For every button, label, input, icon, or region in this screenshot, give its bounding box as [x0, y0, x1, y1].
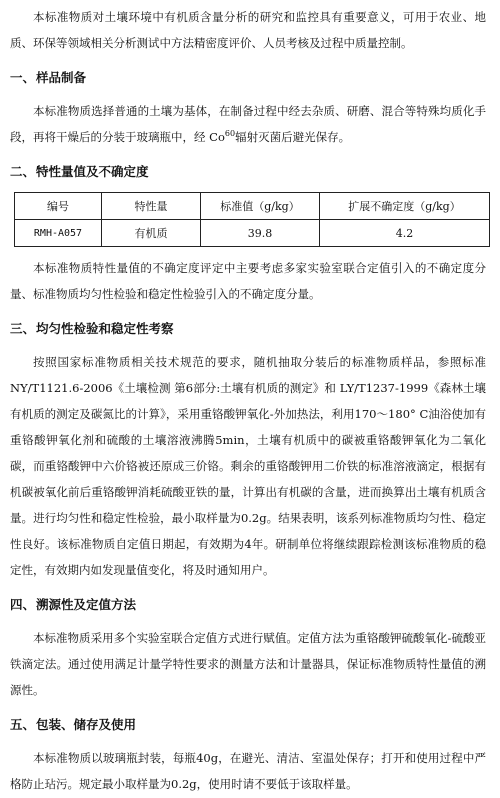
section-heading-homogeneity — [10, 319, 486, 339]
sample-prep-text-b: 辐射灭菌后避光保存。 — [235, 130, 351, 144]
header-expanded-uncertainty: 扩展不确定度（g/kg） — [320, 193, 490, 220]
section-heading-packaging — [10, 715, 486, 735]
section-heading-values — [10, 162, 486, 182]
header-property: 特性量 — [102, 193, 201, 220]
header-certified-value: 标准值（g/kg） — [201, 193, 320, 220]
section-number: 五、 — [10, 717, 36, 732]
table-header-row — [15, 193, 490, 220]
section-number: 二、 — [10, 164, 36, 179]
table-row — [15, 220, 490, 247]
cell-property: 有机质 — [102, 220, 201, 247]
isotope-superscript: 60 — [224, 129, 236, 138]
section-heading-sample-prep — [10, 68, 486, 88]
section-number: 三、 — [10, 321, 36, 336]
cell-expanded-uncertainty: 4.2 — [320, 220, 490, 247]
homogeneity-paragraph: 按照国家标准物质相关技术规范的要求，随机抽取分装后的标准物质样品，参照标准 NY/T1121.6-2006《土壤检测 第6部分:土壤有机质的测定》和 LY/T1237-1999《森林土壤有机质的测定及碳氮比的计算》，采用重铬酸钾氧化-外加热法，利用170～180° C油浴使加有重铬酸钾氧化剂和硫酸的土壤溶液沸腾5min，土壤有机质中的碳被重铬酸钾氧化为二氧化碳，而重铬酸钾中六价铬被还原成三价铬。剩余的重铬酸钾用二价铁的标准溶液滴定，根据有机碳被氧化前后重铬酸钾消耗硫酸亚铁的量，计算出有机碳的含量，进而换算出土壤有机质含量。进行均匀性和稳定性检验，最小取样量为0.2g。结果表明，该系列标准物质均匀性、稳定性良好。该标准物质自定值日期起，有效期为4年。研制单位将继续跟踪检测该标准物质的稳定性，有效期内如发现量值变化，将及时通知用户。 — [10, 355, 486, 577]
sample-prep-paragraph — [10, 98, 486, 150]
packaging-paragraph: 本标准物质以玻璃瓶封装，每瓶40g，在避光、清洁、室温处保存；打开和使用过程中严格防止玷污。规定最小取样量为0.2g，使用时请不要低于该取样量。 — [10, 751, 486, 791]
header-code: 编号 — [15, 193, 102, 220]
section-number: 四、 — [10, 597, 36, 612]
certified-value-table — [14, 192, 490, 247]
section-title: 样品制备 — [36, 70, 87, 85]
section-title: 均匀性检验和稳定性考察 — [36, 321, 174, 336]
cell-code: RMH-A057 — [15, 220, 102, 247]
sample-prep-text-a: 本标准物质选择普通的土壤为基体，在制备过程中经去杂质、研磨、混合等特殊均质化手段，再将干燥后的分装于玻璃瓶中，经 Co — [10, 104, 486, 144]
traceability-paragraph: 本标准物质采用多个实验室联合定值方式进行赋值。定值方法为重铬酸钾硫酸氧化-硫酸亚铁滴定法。通过使用满足计量学特性要求的测量方法和计量器具，保证标准物质特性量值的溯源性。 — [10, 631, 486, 697]
uncertainty-paragraph: 本标准物质特性量值的不确定度评定中主要考虑多家实验室联合定值引入的不确定度分量、标准物质均匀性检验和稳定性检验引入的不确定度分量。 — [10, 261, 486, 301]
intro-paragraph: 本标准物质对土壤环境中有机质含量分析的研究和监控具有重要意义，可用于农业、地质、环保等领域相关分析测试中方法精密度评价、人员考核及过程中质量控制。 — [10, 10, 486, 50]
section-title: 溯源性及定值方法 — [36, 597, 137, 612]
section-number: 一、 — [10, 70, 36, 85]
section-heading-traceability — [10, 595, 486, 615]
cell-certified-value: 39.8 — [201, 220, 320, 247]
section-title: 包装、储存及使用 — [36, 717, 137, 732]
section-title: 特性量值及不确定度 — [36, 164, 149, 179]
